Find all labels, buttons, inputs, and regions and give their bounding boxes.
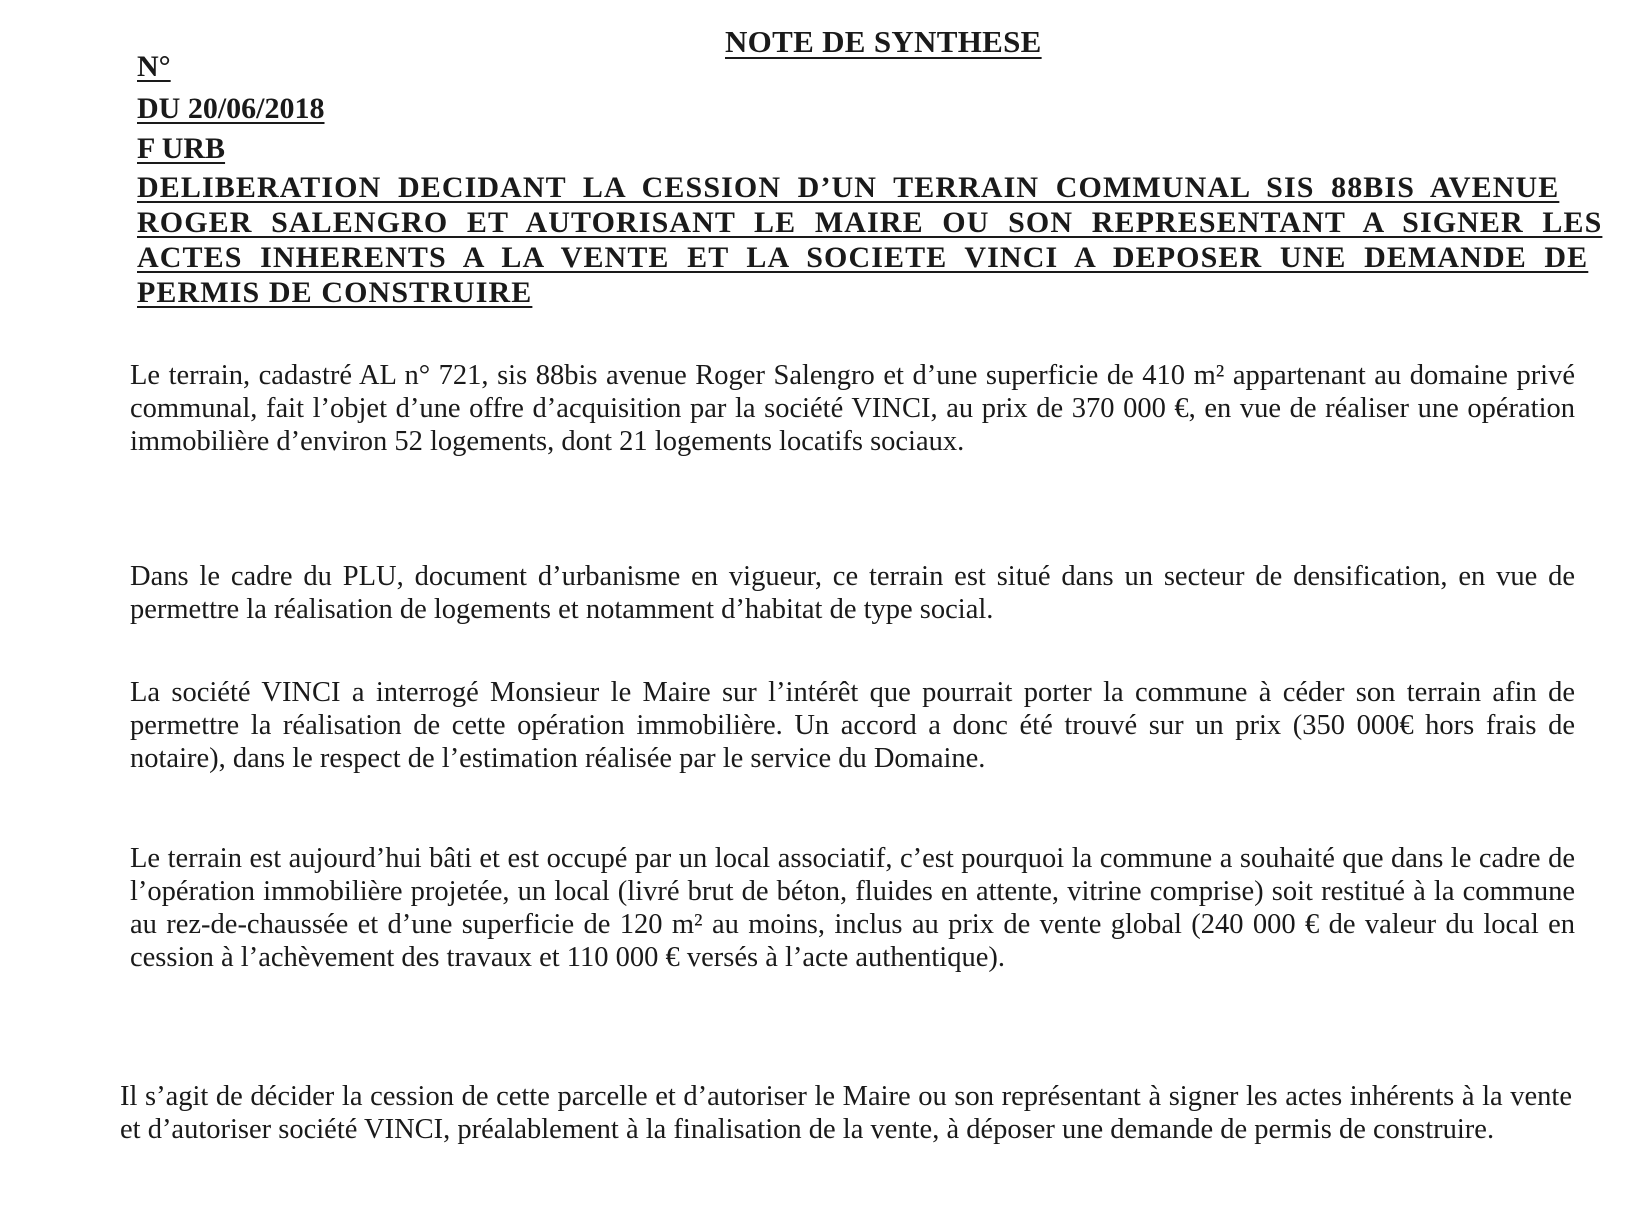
- deliberation-date: DU 20/06/2018: [137, 92, 325, 125]
- paragraph-local: Le terrain est aujourd’hui bâti et est occupé par un local associatif, c’est pourquoi la commune a souhaité que dans le cadre de l’opération immobilière projetée, un local (livré brut de béton, fluides en attente, vitrine comprise) soit restitué à la commune au rez-de-chaussée et d’une superficie de 120 m² au moins, inclus au prix de vente global (240 000 € de valeur du local en cession à l’achèvement des travaux et 110 000 € versés à l’acte authentique).: [130, 843, 1575, 973]
- service-code: F URB: [137, 132, 226, 165]
- paragraph-accord: La société VINCI a interrogé Monsieur le Maire sur l’intérêt que pourrait porter la commune à céder son terrain afin de permettre la réalisation de cette opération immobilière. Un accord a donc été trouvé sur un prix (350 000€ hors frais de notaire), dans le respect de l’estimation réalisée par le service du Domaine.: [130, 677, 1575, 774]
- heading-line: ROGER SALENGRO ET AUTORISANT LE MAIRE OU SON REPRESENTANT A SIGNER LES: [137, 206, 1603, 239]
- paragraph-decision: Il s’agit de décider la cession de cette parcelle et d’autoriser le Maire ou son représentant à signer les actes inhérents à la vente et d’autoriser société VINCI, préalablement à la finalisation de la vente, à déposer une demande de permis de construire.: [120, 1081, 1572, 1145]
- deliberation-number: N°: [137, 50, 171, 83]
- document-title: NOTE DE SYNTHESE: [725, 24, 1042, 59]
- paragraph-terrain: Le terrain, cadastré AL n° 721, sis 88bis avenue Roger Salengro et d’une superficie de 410 m² appartenant au domaine privé communal, fait l’objet d’une offre d’acquisition par la société VINCI, au prix de 370 000 €, en vue de réaliser une opération immobilière d’environ 52 logements, dont 21 logements locatifs sociaux.: [130, 360, 1575, 457]
- heading-line: DELIBERATION DECIDANT LA CESSION D’UN TERRAIN COMMUNAL SIS 88BIS AVENUE: [137, 171, 1560, 204]
- heading-line: ACTES INHERENTS A LA VENTE ET LA SOCIETE VINCI A DEPOSER UNE DEMANDE DE: [137, 241, 1589, 274]
- paragraph-plu: Dans le cadre du PLU, document d’urbanisme en vigueur, ce terrain est situé dans un secteur de densification, en vue de permettre la réalisation de logements et notamment d’habitat de type social.: [130, 561, 1575, 625]
- heading-line: PERMIS DE CONSTRUIRE: [137, 276, 533, 309]
- deliberation-heading: [137, 170, 1641, 310]
